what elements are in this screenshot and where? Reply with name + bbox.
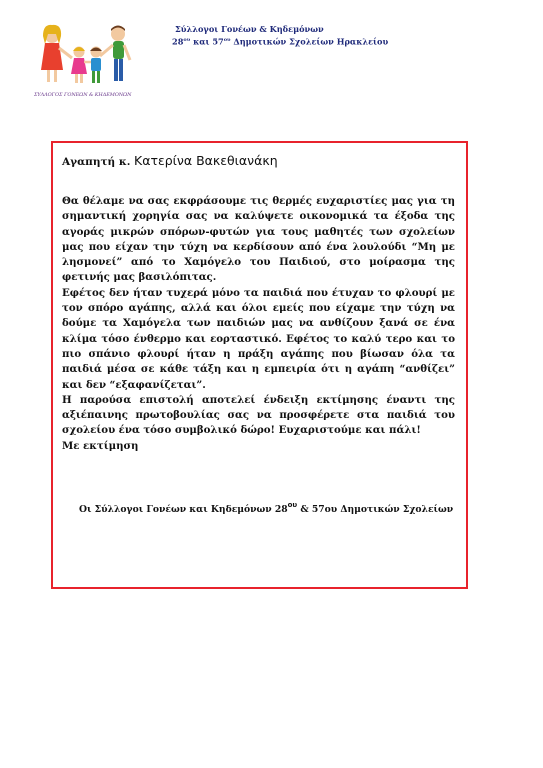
letter-body xyxy=(62,194,455,454)
letterhead-line-2: $28^{o\upsilon}$ και $57^{o\upsilon}$ Δημοτικών Σχολείων Ηρακλείου xyxy=(172,36,389,47)
paragraph-appreciation: Η παρούσα επιστολή αποτελεί ένδειξη εκτίμησης έναντι της αξιέπαινης πρωτοβουλίας σας να προσφέρετε στα παιδιά του σχολείου ένα τόσο συμβολικό δώρο! Ευχαριστούμε και πάλι! xyxy=(62,393,455,437)
paragraph-luck: Εφέτος δεν ήταν τυχερά μόνο τα παιδιά που έτυχαν το φλουρί με τον σπόρο αγάπης, αλλά και όλοι εμείς που είχαμε την τύχη να δούμε τα Χαμόγελα των παιδιών μας να ανθίζουν ξανά σε ένα κλίμα τόσο ένθερμο και εορταστικό. Εφέτος το καλύ τερο και το πιο σπάνιο φλουρί ήταν η πράξη αγάπης που βίωσαν όλα τα παιδιά μέσα σε κάθε τάξη και η εμπειρία ότι η αγάπη “ανθίζει” και δεν “εξαφανίζεται”. xyxy=(62,286,455,391)
signature: Οι Σύλλογοι Γονέων και Κηδεμόνων $28^{o\upsilon}$ & 57ου Δημοτικών Σχολείων xyxy=(79,501,454,515)
salutation xyxy=(62,153,278,168)
salutation-prefix: Αγαπητή κ. xyxy=(62,156,135,168)
family-logo-icon xyxy=(34,22,142,94)
letterhead xyxy=(172,24,389,48)
recipient-name: Κατερίνα Βακεθιανάκη xyxy=(134,153,278,168)
logo-caption: ΣΥΛΛΟΓΟΣ ΓΟΝΕΩΝ & ΚΗΔΕΜΟΝΩΝ xyxy=(34,92,132,98)
paragraph-thanks: Θα θέλαμε να σας εκφράσουμε τις θερμές ευχαριστίες μας για τη σημαντική χορηγία σας να καλύψετε οικονομικά τα έξοδα της αγοράς μικρών σπόρων-φυτών για τους μαθητές των σχολείων μας που είχαν την τύχη να κερδίσουν από ένα λουλούδι “Μη με λησμονεί” από το Χαμόγελο του Παιδιού, στο μοίρασμα της φετινής μας βασιλόπιτας. xyxy=(62,195,455,284)
closing: Με εκτίμηση xyxy=(62,439,139,452)
letterhead-line-1: Σύλλογοι Γονέων & Κηδεμόνων xyxy=(175,24,324,34)
association-logo xyxy=(34,22,142,104)
